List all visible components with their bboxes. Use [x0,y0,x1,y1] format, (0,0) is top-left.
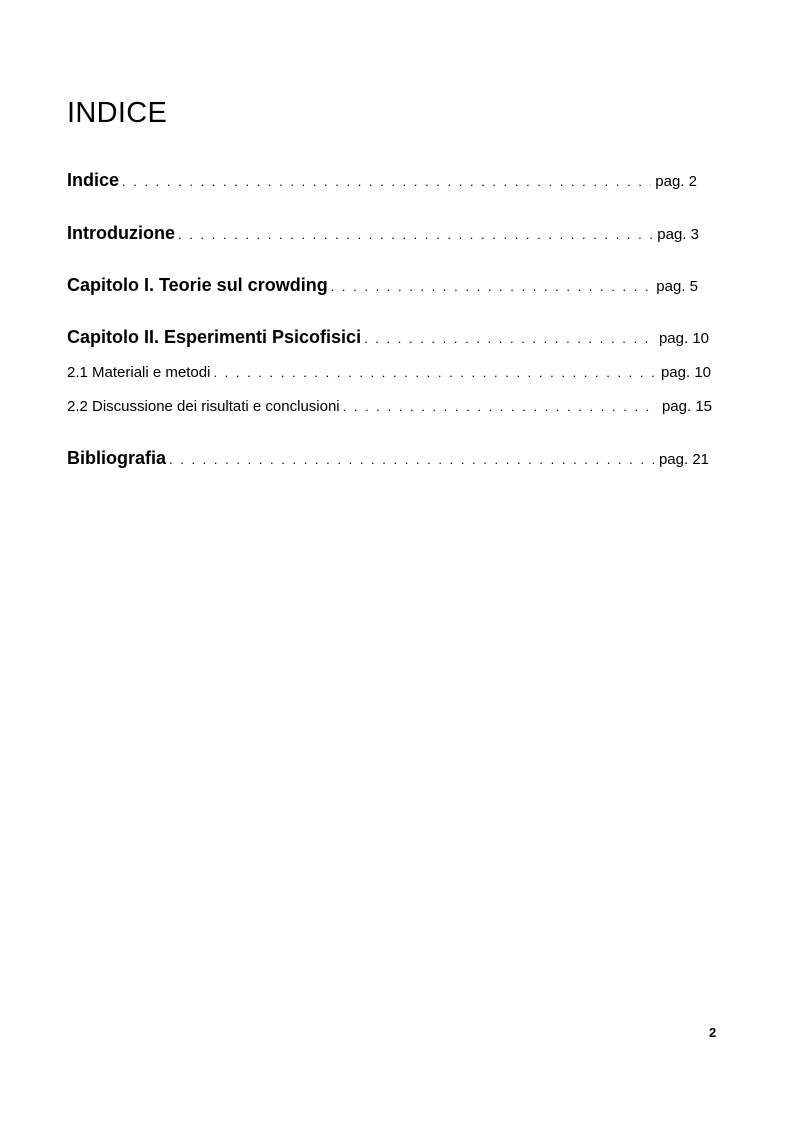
toc-entry-page: pag. 3 [657,226,699,243]
page-number: 2 [709,1025,717,1040]
toc-entry-title: Indice [67,170,120,190]
toc-entry-page: pag. 21 [658,451,709,468]
toc-entry-title: Capitolo II. Esperimenti Psicofisici [67,327,362,347]
dot-leader [122,174,651,189]
toc-entry-title: Introduzione [67,223,175,243]
dot-leader [178,227,653,242]
page-title: INDICE [67,97,168,129]
toc-entry-introduzione[interactable] [67,223,699,244]
dot-leader [343,399,658,414]
toc-entry-bibliografia[interactable] [67,448,709,469]
dot-leader [331,279,653,294]
toc-entry-indice[interactable] [67,170,697,191]
dot-leader [213,365,657,380]
toc-entry-title: Capitolo I. Teorie sul crowding [67,275,328,295]
toc-entry-title: 2.1 Materiali e metodi [67,364,211,381]
dot-leader [169,452,655,467]
toc-entry-capitolo-1[interactable] [67,275,698,296]
toc-entry-capitolo-2[interactable] [67,327,709,348]
dot-leader [364,331,655,346]
toc-entry-section-2-1[interactable] [67,364,711,381]
toc-entry-title: 2.2 Discussione dei risultati e conclusioni [67,398,340,415]
toc-entry-page: pag. 5 [656,278,698,295]
toc-entry-page: pag. 10 [658,330,709,347]
toc-entry-section-2-2[interactable] [67,398,712,415]
toc-entry-page: pag. 10 [660,364,711,381]
toc-entry-page: pag. 2 [655,173,697,190]
toc-entry-page: pag. 15 [661,398,712,415]
toc-entry-title: Bibliografia [67,448,167,468]
